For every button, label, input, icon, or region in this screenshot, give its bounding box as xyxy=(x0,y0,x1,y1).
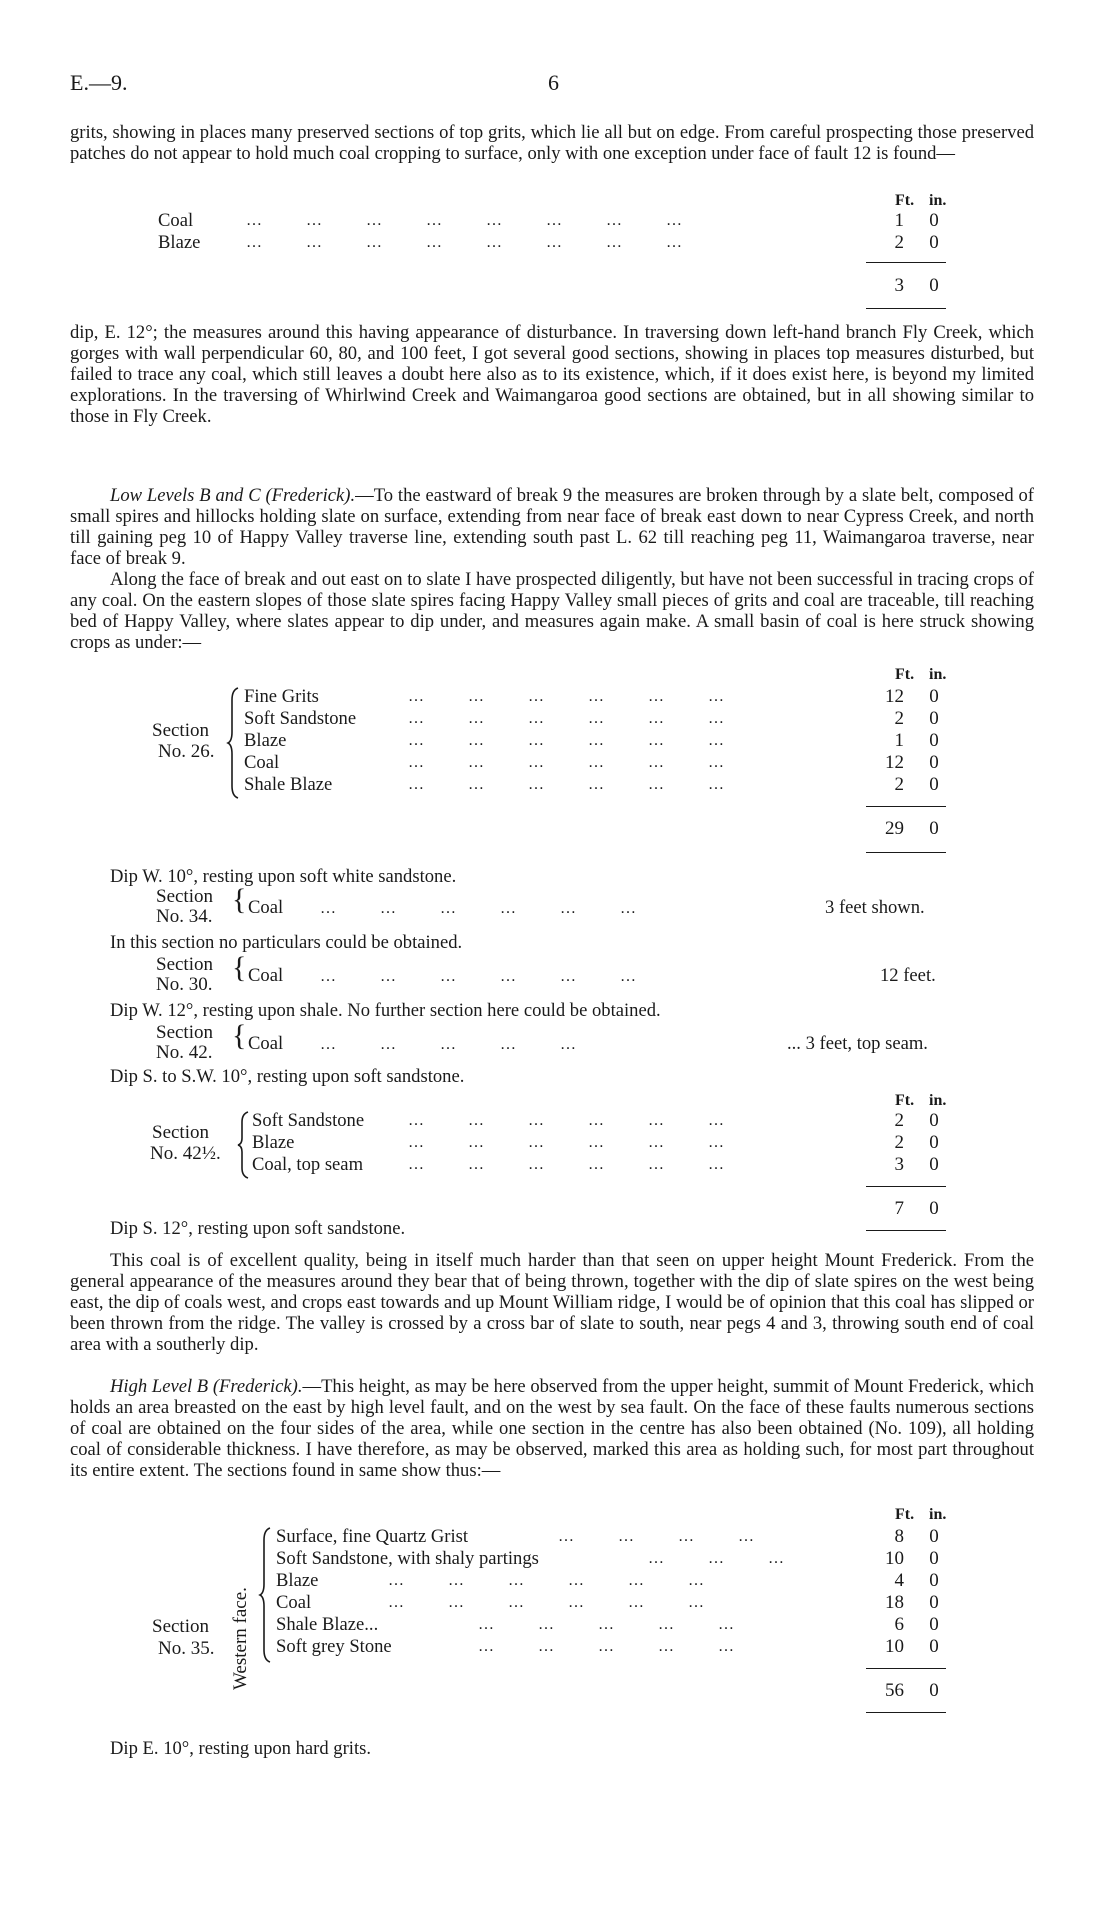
sum-rule xyxy=(866,1186,946,1187)
dip-note-3: Dip S. to S.W. 10°, resting upon soft sandstone. xyxy=(110,1066,465,1087)
table-row-label: Shale Blaze xyxy=(244,774,333,795)
table-row-label: Blaze xyxy=(252,1132,295,1153)
paragraph-6-body: —This height, as may be here observed from the upper height, summit of Mount Frederick, which holds an area breasted on the east by high level fault, and on the west by sea fault. On the face of these faults numerous sections of coal are obtained on the four sides of the area, while one section in the centre has also been obtained (No. 109), all holding coal of considerable thickness. I have therefore, as may be observed, marked this area as holding such, for most part throughout its entire extent. The sections found in same show thus:— xyxy=(70,1376,1035,1481)
section-number: No. 42½. xyxy=(150,1143,221,1164)
total-rule xyxy=(866,308,946,309)
ft-value: 2 xyxy=(894,708,904,729)
in-value: 0 xyxy=(929,210,939,231)
total-in: 0 xyxy=(929,818,939,839)
ft-header: Ft. xyxy=(895,666,915,683)
table-row-label: Soft Sandstone xyxy=(252,1110,365,1131)
paragraph-3 xyxy=(70,485,1034,569)
total-ft: 3 xyxy=(894,275,904,296)
dip-note-4: Dip S. 12°, resting upon soft sandstone. xyxy=(110,1218,406,1239)
sum-rule xyxy=(866,262,946,263)
ft-value: 12 xyxy=(885,686,904,707)
leader-dots: … … … … … … xyxy=(408,754,724,771)
ft-value: 8 xyxy=(894,1526,904,1547)
brace: { xyxy=(232,883,247,916)
section-number: No. 26. xyxy=(158,741,215,762)
dip-note-5: Dip E. 10°, resting upon hard grits. xyxy=(110,1738,372,1759)
section-label: Section xyxy=(156,886,213,907)
leader-dots: … … … … … … … … xyxy=(246,234,682,251)
ft-value: 2 xyxy=(894,774,904,795)
total-ft: 29 xyxy=(885,818,904,839)
in-value: 0 xyxy=(929,1526,939,1547)
table-row-label: Coal, top seam xyxy=(252,1154,364,1175)
section-label: Section xyxy=(152,1122,209,1143)
page-number: 6 xyxy=(548,70,559,95)
sum-rule xyxy=(866,806,946,807)
ft-value: 6 xyxy=(894,1614,904,1635)
total-rule xyxy=(866,1230,946,1231)
table-row-label: Soft Sandstone xyxy=(244,708,357,729)
paragraph-4-body: Along the face of break and out east on to slate I have prospected diligently, but have not been successful in tracing crops of any coal. On the eastern slopes of those slate spires facing Happy Valley small pieces of grits and coal are traceable, till reaching bed of Happy Valley, where slates appear to dip under, and measures again make. A small basin of coal is here struck showing crops as under:— xyxy=(70,569,1034,653)
ft-header: Ft. xyxy=(895,1506,915,1523)
in-header: in. xyxy=(929,192,947,209)
in-header: in. xyxy=(929,666,947,683)
table-row-label: Soft Sandstone, with shaly partings xyxy=(276,1548,539,1569)
paragraph-6 xyxy=(70,1376,1034,1481)
ft-value: 1 xyxy=(894,210,904,231)
in-value: 0 xyxy=(929,1570,939,1591)
paragraph-3-body: —To the eastward of break 9 the measures are broken through by a slate belt, composed of small spires and hillocks holding slate on surface, extending from near face of break east down to near Cypress Creek, and north till gaining peg 10 of Happy Valley traverse line, extending south past L. 62 till reaching peg 11, Waimangaroa traverse, near face of break 9. xyxy=(70,485,1034,569)
section-value: 3 feet shown. xyxy=(825,897,925,918)
in-value: 0 xyxy=(929,708,939,729)
section-label: Section xyxy=(152,1616,209,1637)
table-row-label: Fine Grits xyxy=(244,686,319,707)
ft-value: 4 xyxy=(894,1570,904,1591)
leader-dots: … … … … … … … … xyxy=(246,212,682,229)
report-reference: E.—9. xyxy=(70,70,128,95)
in-value: 0 xyxy=(929,1636,939,1657)
ft-header: Ft. xyxy=(895,192,915,209)
row-label: Coal xyxy=(248,897,284,918)
table-row-label: Surface, fine Quartz Grist xyxy=(276,1526,469,1547)
section-value: 12 feet. xyxy=(880,965,936,986)
in-value: 0 xyxy=(929,1548,939,1569)
leader-dots: … … … … … … xyxy=(408,1134,724,1151)
total-ft: 7 xyxy=(894,1198,904,1219)
section-number: No. 34. xyxy=(156,906,213,927)
total-in: 0 xyxy=(929,1198,939,1219)
leader-dots: … … … … … … xyxy=(408,1112,724,1129)
total-in: 0 xyxy=(929,275,939,296)
ft-value: 1 xyxy=(894,730,904,751)
leader-dots: … … … … … … xyxy=(408,732,724,749)
ft-value: 2 xyxy=(894,1110,904,1131)
table-row-label: Coal xyxy=(276,1592,312,1613)
ft-value: 10 xyxy=(885,1636,904,1657)
table-row-label: Coal xyxy=(244,752,280,773)
leader-dots: … … … … … … xyxy=(408,688,724,705)
ft-value: 2 xyxy=(894,232,904,253)
leader-dots: … … … … … xyxy=(478,1616,734,1633)
table-row-label: Shale Blaze... xyxy=(276,1614,379,1635)
section-label: Section xyxy=(156,954,213,975)
section-heading-low-levels: Low Levels B and C (Frederick). xyxy=(110,485,356,506)
paragraph-5-body: This coal is of excellent quality, being in itself much harder than that seen on upper height Mount Frederick. From the general appearance of the measures around they bear that of being thrown, together with the dip of slate spires on the west being east, the dip of coals west, and crops east towards and up Mount William ridge, I would be of opinion that this coal has slipped or been thrown from the ridge. The valley is crossed by a cross bar of slate to south, near pegs 4 and 3, throwing south end of coal area with a southerly dip. xyxy=(70,1250,1034,1355)
in-value: 0 xyxy=(929,1614,939,1635)
brace: { xyxy=(232,951,247,984)
in-value: 0 xyxy=(929,774,939,795)
total-ft: 56 xyxy=(885,1680,904,1701)
table-row-label: Blaze xyxy=(244,730,287,751)
leader-dots: … … … … … … xyxy=(408,1156,724,1173)
leader-dots: … … … … … … xyxy=(388,1572,704,1589)
section-value: ... 3 feet, top seam. xyxy=(787,1033,928,1054)
ft-value: 3 xyxy=(894,1154,904,1175)
in-value: 0 xyxy=(929,730,939,751)
in-value: 0 xyxy=(929,752,939,773)
table-row-label: Coal xyxy=(158,210,194,231)
paragraph-2: dip, E. 12°; the measures around this having appearance of disturbance. In traversing down left-hand branch Fly Creek, which gorges with wall perpendicular 60, 80, and 100 feet, I got several good sections, showing in places top measures disturbed, but failed to trace any coal, which still leaves a doubt here also as to its existence, which, if it does exist here, is beyond my limited explorations. In the traversing of Whirlwind Creek and Waimangaroa good sections are obtained, but in all showing similar to those in Fly Creek. xyxy=(70,322,1034,427)
in-value: 0 xyxy=(929,1592,939,1613)
left-brace xyxy=(226,686,242,800)
paragraph-5 xyxy=(70,1250,1034,1355)
paragraph-4 xyxy=(70,569,1034,653)
section-number: No. 42. xyxy=(156,1042,213,1063)
in-header: in. xyxy=(929,1506,947,1523)
dip-note-1: Dip W. 10°, resting upon soft white sandstone. xyxy=(110,866,457,887)
leader-dots: … … … … … … xyxy=(320,900,636,917)
in-value: 0 xyxy=(929,232,939,253)
ft-value: 18 xyxy=(885,1592,904,1613)
section-number: No. 35. xyxy=(158,1638,215,1659)
table-row-label: Soft grey Stone xyxy=(276,1636,392,1657)
leader-dots: … … … … … … xyxy=(408,710,724,727)
ft-value: 2 xyxy=(894,1132,904,1153)
leader-dots: … … … … … … xyxy=(408,776,724,793)
paragraph-1: grits, showing in places many preserved sections of top grits, which lie all but on edge. From careful prospecting those preserved patches do not appear to hold much coal cropping to surface, only with one exception under face of fault 12 is found— xyxy=(70,122,1034,164)
table-row-label: Blaze xyxy=(276,1570,319,1591)
left-brace xyxy=(258,1526,274,1664)
left-brace xyxy=(236,1110,252,1180)
leader-dots: … … … xyxy=(648,1550,784,1567)
leader-dots: … … … … … xyxy=(478,1638,734,1655)
leader-dots: … … … … … … xyxy=(320,968,636,985)
brace: { xyxy=(232,1019,247,1052)
in-value: 0 xyxy=(929,1154,939,1175)
ft-header: Ft. xyxy=(895,1092,915,1109)
row-label: Coal xyxy=(248,1033,284,1054)
note-section-34: In this section no particulars could be obtained. xyxy=(110,932,463,953)
ft-value: 12 xyxy=(885,752,904,773)
sum-rule xyxy=(866,1668,946,1669)
leader-dots: … … … … … … xyxy=(388,1594,704,1611)
total-rule xyxy=(866,852,946,853)
in-value: 0 xyxy=(929,1110,939,1131)
in-value: 0 xyxy=(929,1132,939,1153)
section-label: Section xyxy=(156,1022,213,1043)
western-face-label: Western face. xyxy=(230,1587,251,1690)
in-header: in. xyxy=(929,1092,947,1109)
total-rule xyxy=(866,1712,946,1713)
leader-dots: … … … … … xyxy=(320,1036,576,1053)
row-label: Coal xyxy=(248,965,284,986)
in-value: 0 xyxy=(929,686,939,707)
total-in: 0 xyxy=(929,1680,939,1701)
section-heading-high-level: High Level B (Frederick). xyxy=(110,1376,303,1397)
table-row-label: Blaze xyxy=(158,232,201,253)
section-number: No. 30. xyxy=(156,974,213,995)
dip-note-2: Dip W. 12°, resting upon shale. No further section here could be obtained. xyxy=(110,1000,661,1021)
section-label: Section xyxy=(152,720,209,741)
ft-value: 10 xyxy=(885,1548,904,1569)
leader-dots: … … … … xyxy=(558,1528,754,1545)
